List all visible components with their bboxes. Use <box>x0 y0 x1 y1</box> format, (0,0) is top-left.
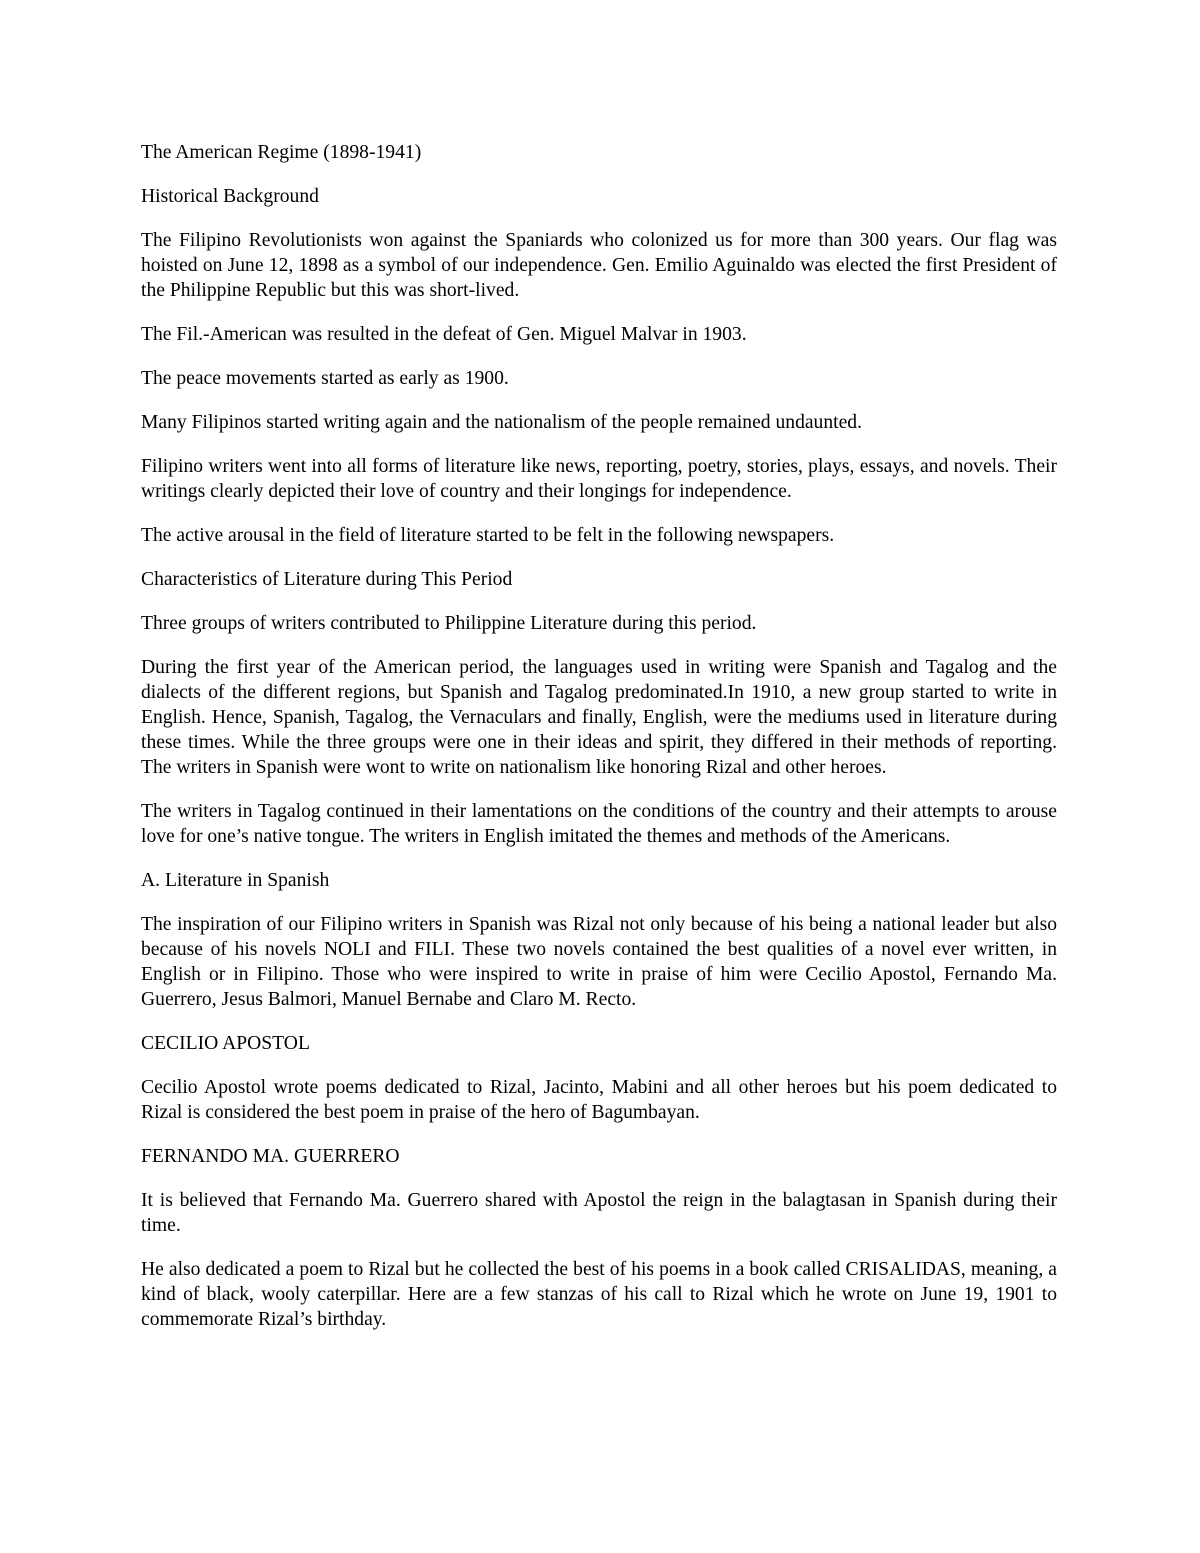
paragraph-inspiration: The inspiration of our Filipino writers in Spanish was Rizal not only because of his being a national leader but also because of his novels NOLI and FILI. These two novels contained the best qualities of a novel ever written, in English or in Filipino. Those who were inspired to write in praise of him were Cecilio Apostol, Fernando Ma. Guerrero, Jesus Balmori, Manuel Bernabe and Claro M. Recto. <box>141 914 1057 1010</box>
section-heading-historical-background: Historical Background <box>141 186 319 207</box>
paragraph-languages: During the first year of the American period, the languages used in writing were Spanish and Tagalog and the dialects of the different regions, but Spanish and Tagalog predominated.In 1910, a new group started to write in English. Hence, Spanish, Tagalog, the Vernaculars and finally, English, were the mediums used in literature during these times. While the three groups were one in their ideas and spirit, they differed in their methods of reporting. The writers in Spanish were wont to write on nationalism like honoring Rizal and other heroes. <box>141 657 1057 778</box>
paragraph-writing-again: Many Filipinos started writing again and the nationalism of the people remained undaunted. <box>141 412 862 433</box>
paragraph-newspapers: The active arousal in the field of literature started to be felt in the following newspapers. <box>141 525 835 546</box>
section-heading-fernando-guerrero: FERNANDO MA. GUERRERO <box>141 1146 400 1167</box>
document-title: The American Regime (1898-1941) <box>141 142 422 163</box>
section-heading-cecilio-apostol: CECILIO APOSTOL <box>141 1033 310 1054</box>
paragraph-forms-of-literature: Filipino writers went into all forms of literature like news, reporting, poetry, stories, plays, essays, and novels. Their writings clearly depicted their love of country and their longings for independence. <box>141 456 1057 502</box>
paragraph-fil-american: The Fil.-American was resulted in the defeat of Gen. Miguel Malvar in 1903. <box>141 324 747 345</box>
paragraph-crisalidas: He also dedicated a poem to Rizal but he collected the best of his poems in a book called CRISALIDAS, meaning, a kind of black, wooly caterpillar. Here are a few stanzas of his call to Rizal which he wrote on June 19, 1901 to commemorate Rizal’s birthday. <box>141 1259 1057 1330</box>
paragraph-revolutionists: The Filipino Revolutionists won against the Spaniards who colonized us for more than 300 years. Our flag was hoisted on June 12, 1898 as a symbol of our independence. Gen. Emilio Aguinaldo was elected the first President of the Philippine Republic but this was short-lived. <box>141 230 1057 301</box>
paragraph-three-groups: Three groups of writers contributed to Philippine Literature during this period. <box>141 613 757 634</box>
document-body <box>141 140 1057 1351</box>
paragraph-peace-movements: The peace movements started as early as 1900. <box>141 368 509 389</box>
paragraph-balagtasan: It is believed that Fernando Ma. Guerrero shared with Apostol the reign in the balagtasan in Spanish during their time. <box>141 1190 1057 1236</box>
section-heading-literature-in-spanish: A. Literature in Spanish <box>141 870 330 891</box>
section-heading-characteristics: Characteristics of Literature during This Period <box>141 569 513 590</box>
paragraph-cecilio-apostol: Cecilio Apostol wrote poems dedicated to Rizal, Jacinto, Mabini and all other heroes but his poem dedicated to Rizal is considered the best poem in praise of the hero of Bagumbayan. <box>141 1077 1057 1123</box>
paragraph-writers-in-tagalog: The writers in Tagalog continued in their lamentations on the conditions of the country and their attempts to arouse love for one’s native tongue. The writers in English imitated the themes and methods of the Americans. <box>141 801 1057 847</box>
